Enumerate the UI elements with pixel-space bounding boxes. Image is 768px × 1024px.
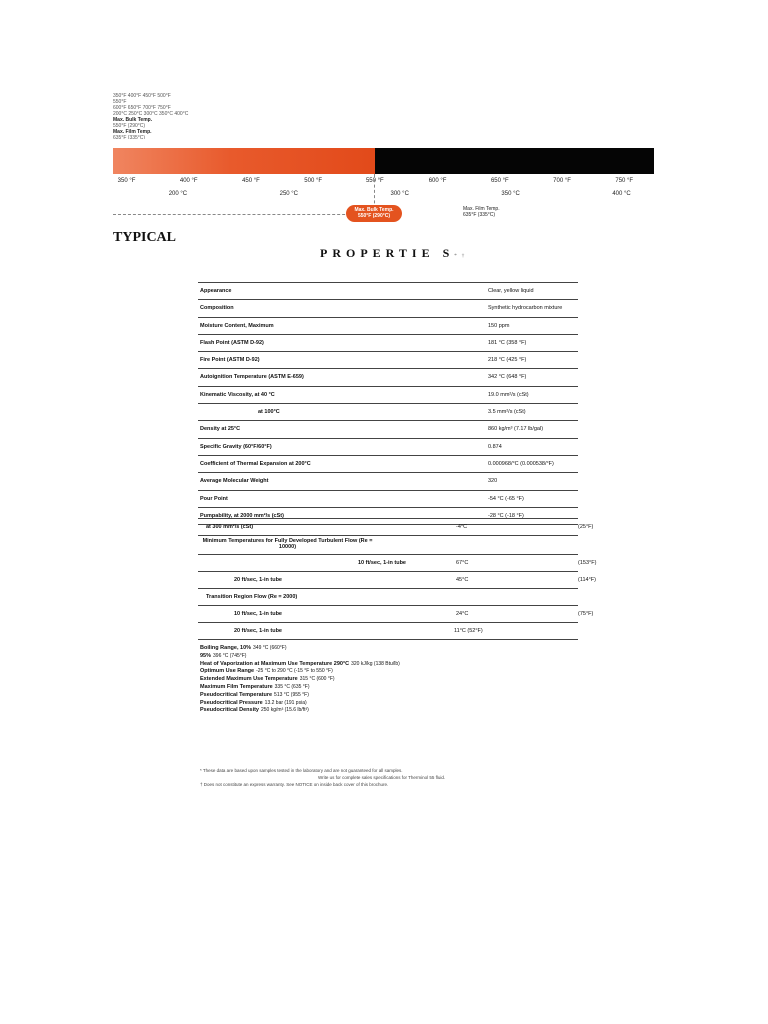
list-item [200, 684, 400, 692]
list-item [200, 653, 400, 661]
flow-celsius: 24°C [456, 611, 469, 617]
fahrenheit-tick-label: 550 °F [365, 178, 384, 184]
legend-line: 350°F 400°F 450°F 500°F [113, 93, 171, 99]
table-row [198, 589, 578, 606]
table-row [198, 352, 578, 369]
footnote: * These data are based upon samples tested in the laboratory and are not guaranteed for all samples. [200, 768, 403, 773]
bulk-badge-value: 550°F (290°C) [357, 213, 391, 219]
celsius-tick-label: 300 °C [390, 191, 409, 197]
table-row [198, 555, 597, 572]
table-row [198, 491, 578, 508]
list-item [200, 668, 400, 676]
extra-property-value: 349 °C (660°F) [253, 645, 287, 651]
extra-property-label: Pseudocritical Density [200, 707, 259, 714]
property-label: Specific Gravity (60°F/60°F) [200, 443, 272, 450]
table-row [198, 572, 596, 589]
property-label: Density at 25°C [200, 426, 241, 433]
heading-properties-footnote-mark: *† [454, 254, 470, 259]
max-bulk-temp-badge [346, 205, 402, 222]
legend-bulk-label: Max. Bulk Temp. [113, 117, 153, 123]
max-film-temp-label [463, 206, 500, 218]
table-row [198, 387, 578, 404]
property-value: 342 °C (648 °F) [488, 374, 527, 381]
list-item [200, 692, 400, 700]
table-row [198, 623, 578, 640]
extra-property-value: -25 °C to 290 °C (-15 °F to 550 °F) [256, 668, 333, 675]
list-item [200, 707, 400, 715]
extra-property-value: 315 °C (600 °F) [299, 676, 335, 683]
celsius-tick-label: 250 °C [279, 191, 299, 197]
list-item [200, 676, 400, 684]
property-value: 150 ppm [488, 322, 510, 329]
list-item [200, 700, 400, 708]
extra-property-value: 513 °C (955 °F) [274, 691, 309, 698]
property-value: -28 °C (-18 °F) [488, 512, 524, 519]
footnote: Write us for complete sales specifications for Therminol 55 fluid. [318, 775, 446, 780]
flow-label: 10 ft/sec, 1-in tube [358, 560, 406, 566]
property-value: 181 °C (358 °F) [488, 339, 527, 346]
heading-properties-s: S [442, 246, 455, 260]
property-label: Autoignition Temperature (ASTM E-659) [200, 374, 304, 381]
additional-properties-list [200, 645, 400, 715]
table-row [198, 421, 578, 438]
table-row [198, 318, 578, 335]
flow-label: Minimum Temperatures for Fully Developed Turbulent Flow (Re = 10000) [202, 538, 373, 550]
table-row [198, 518, 594, 536]
property-label: at 100°C [258, 409, 280, 416]
table-row [198, 282, 578, 300]
flow-fahrenheit: (75°F) [578, 611, 594, 617]
property-label: Moisture Content, Maximum [200, 322, 274, 329]
legend-film-value: 635°F (335°C) [113, 135, 146, 139]
table-row [198, 473, 578, 490]
fahrenheit-tick-label: 750 °F [615, 178, 634, 184]
film-label-title: Max. Film Temp. [463, 206, 500, 212]
table-row [198, 456, 578, 473]
flow-label: at 300 mm²/s (cSt) [206, 524, 254, 530]
table-row [198, 369, 578, 386]
legend-film-label: Max. Film Temp. [113, 129, 152, 135]
property-label: Pour Point [200, 495, 228, 502]
property-label: Composition [200, 305, 234, 312]
flow-celsius: 67°C [456, 560, 469, 566]
extra-property-label: Optimum Use Range [200, 668, 255, 675]
table-row [198, 536, 578, 555]
property-value: 320 [488, 478, 498, 485]
flow-label: 10 ft/sec, 1-in tube [234, 611, 282, 617]
property-label: Average Molecular Weight [200, 478, 269, 485]
extra-property-label: Heat of Vaporization at Maximum Use Temperature 290°C [200, 660, 350, 667]
property-label: Appearance [200, 288, 232, 294]
property-value: Clear, yellow liquid [488, 288, 534, 294]
fahrenheit-tick-label: 400 °F [179, 178, 198, 184]
property-value: -54 °C (-65 °F) [488, 495, 524, 502]
heading-properties [320, 246, 469, 261]
property-label: Flash Point (ASTM D-92) [200, 339, 264, 346]
table-row [198, 606, 594, 623]
heading-typical: TYPICAL [113, 230, 177, 245]
property-value: 218 °C (425 °F) [488, 357, 527, 364]
extra-property-value: 335 °C (635 °F) [274, 683, 310, 690]
list-item [200, 661, 400, 669]
extra-property-label: 95% [200, 652, 212, 659]
footnotes [200, 767, 445, 788]
fahrenheit-tick-label: 700 °F [553, 178, 571, 184]
bulk-badge-title: Max. Bulk Temp. [354, 207, 394, 213]
table-row [198, 300, 578, 317]
table-row [198, 404, 578, 421]
property-label: Coefficient of Thermal Expansion at 200°C [200, 460, 311, 467]
extra-property-label: Maximum Film Temperature [200, 683, 273, 690]
table-row [198, 335, 578, 352]
fahrenheit-tick-label: 450 °F [242, 178, 260, 184]
bar-usable-range [113, 148, 375, 174]
extra-property-label: Pseudocritical Pressure [200, 699, 263, 706]
footnote: † Does not constitute an express warranty. See NOTICE on inside back cover of this brochure. [200, 782, 389, 787]
property-value: 3.5 mm²/s (cSt) [488, 409, 526, 416]
celsius-tick-label: 350 °C [501, 191, 520, 197]
property-value: 860 kg/m³ (7.17 lb/gal) [488, 426, 544, 433]
legend-line: 600°F 650°F 700°F 750°F [113, 105, 171, 111]
flow-celsius: 11°C (52°F) [454, 628, 483, 634]
table-row [198, 439, 578, 456]
heading-properties-text: PROPERTIE [320, 246, 435, 260]
flow-label: 20 ft/sec, 1-in tube [234, 628, 282, 634]
legend-line: 550°F [113, 99, 127, 105]
property-value: 0.000968/°C (0.000538/°F) [488, 460, 554, 467]
bar-beyond-range [375, 148, 654, 174]
flow-celsius: -4°C [456, 524, 468, 530]
flow-temperature-table [198, 518, 597, 640]
extra-property-label: Boiling Range, 10% [200, 645, 252, 651]
film-label-value: 635°F (335°C) [463, 212, 496, 218]
fahrenheit-tick-label: 650 °F [490, 178, 509, 184]
property-value: Synthetic hydrocarbon mixture [488, 305, 563, 312]
legend-bulk-value: 550°F (290°C) [113, 123, 146, 129]
celsius-tick-label: 400 °C [612, 191, 631, 197]
list-item [200, 645, 400, 653]
extra-property-label: Extended Maximum Use Temperature [200, 676, 298, 683]
extra-property-value: 320 kJ/kg (138 Btu/lb) [351, 660, 400, 667]
fahrenheit-tick-label: 600 °F [428, 178, 447, 184]
temperature-range-bar [113, 148, 654, 174]
extra-property-value: 250 kg/m³ (15.6 lb/ft³) [261, 707, 309, 714]
flow-label: Transition Region Flow (Re = 2000) [206, 594, 298, 600]
flow-label: 20 ft/sec, 1-in tube [234, 577, 282, 583]
property-label: Fire Point (ASTM D-92) [200, 357, 260, 364]
bulk-temp-dashed-line [113, 214, 375, 215]
fahrenheit-tick-label: 350 °F [117, 178, 136, 184]
flow-fahrenheit: (153°F) [578, 560, 597, 566]
legend-line: 200°C 250°C 300°C 350°C 400°C [113, 111, 189, 117]
property-value: 0.874 [488, 443, 502, 450]
temperature-legend [113, 93, 188, 139]
extra-property-value: 13.2 bar (191 psia) [264, 699, 307, 706]
property-label: Pumpability, at 2000 mm²/s (cSt) [200, 512, 284, 519]
flow-fahrenheit: (25°F) [578, 524, 594, 530]
celsius-tick-label: 200 °C [168, 191, 188, 197]
flow-fahrenheit: (114°F) [578, 577, 596, 583]
property-value: 19.0 mm²/s (cSt) [488, 391, 529, 398]
extra-property-label: Pseudocritical Temperature [200, 691, 273, 698]
properties-table [198, 282, 578, 525]
property-label: Kinematic Viscosity, at 40 °C [200, 391, 275, 398]
fahrenheit-tick-label: 500 °F [304, 178, 323, 184]
flow-celsius: 45°C [456, 577, 469, 583]
extra-property-value: 396 °C (745°F) [213, 652, 247, 659]
